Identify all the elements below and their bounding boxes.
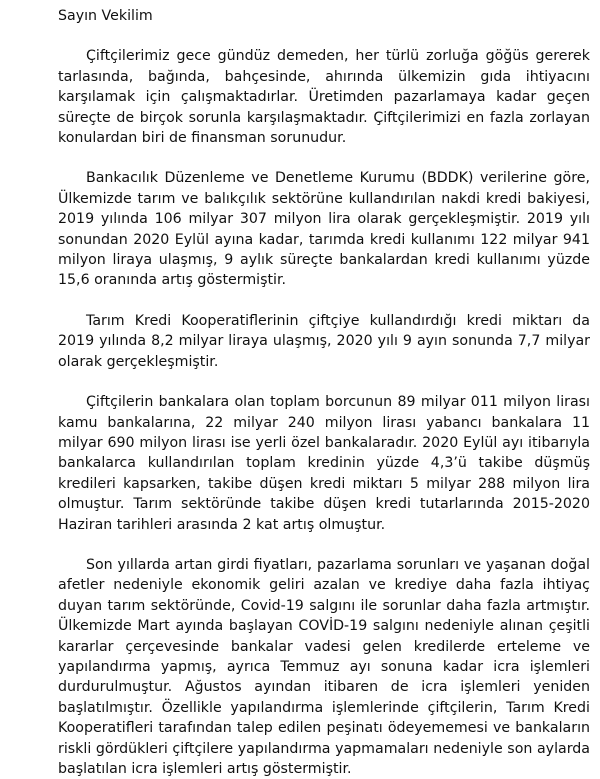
paragraph-farmer-debt: Çiftçilerin bankalara olan toplam borcunun 89 milyar 011 milyon lirası kamu bankalarına, 22 milyar 240 milyon lirası yabancı bankalara 11 milyar 690 milyon lirası ise yerli özel bankalaradır. 2020 Eylül ayı itibarıyla bankalarca kullandırılan toplam kredinin yüzde 4,3’ü takibe düşmüş kredileri kapsarken, takibe düşen kredi miktarı 5 milyar 288 milyon lira olmuştur. Tarım sektöründe takibe düşen kredi tutarlarında 2015-2020 Haziran tarihleri arasında 2 kat artış olmuştur. bbox=[58, 394, 590, 533]
paragraph-bddk-credit: Bankacılık Düzenleme ve Denetleme Kurumu (BDDK) verilerine göre, Ülkemizde tarım ve balıkçılık sektörüne kullandırılan nakdi kredi bakiyesi, 2019 yılında 106 milyar 307 milyon lira olarak gerçekleşmiştir. 2019 yılı sonundan 2020 Eylül ayına kadar, tarımda kredi kullanımı 122 milyar 941 milyon liraya ulaşmış, 9 aylık süreçte bankalardan kredi kullanımı yüzde 15,6 oranında artış göstermiştir. bbox=[58, 170, 590, 289]
paragraph-farmers-intro: Çiftçilerimiz gece gündüz demeden, her türlü zorluğa göğüs gererek tarlasında, bağında, bahçesinde, ahırında ülkemizin gıda ihtiyacını karşılamak için çalışmaktadırlar. Üretimden pazarlamaya kadar geçen süreçte de birçok sorunla karşılaşmaktadır. Çiftçilerimizi en fazla zorlayan konulardan biri de finansman sorunudur. bbox=[58, 48, 590, 147]
salutation: Sayın Vekilim bbox=[58, 8, 153, 24]
paragraph-cooperative-credit: Tarım Kredi Kooperatiflerinin çiftçiye kullandırdığı kredi miktarı da 2019 yılında 8,2 milyar liraya ulaşmış, 2020 yılı 9 ayın sonunda 7,7 milyar olarak gerçekleşmiştir. bbox=[58, 312, 590, 370]
paragraph-covid-impact: Son yıllarda artan girdi fiyatları, pazarlama sorunları ve yaşanan doğal afetler nedeniyle ekonomik geliri azalan ve krediye daha fazla ihtiyaç duyan tarım sektöründe, Covid-19 salgını ile sorunlar daha fazla artmıştır. Ülkemizde Mart ayında başlayan COVİD-19 salgını nedeniyle alınan çeşitli kararlar çerçevesinde bankalar vadesi gelen kredilerde erteleme ve yapılandırma yapmış, ayrıca Temmuz ayı sonuna kadar icra işlemleri durdurulmuştur. Ağustos ayından itibaren de icra işlemleri yeniden başlatılmıştır. Özellikle yapılandırma işlemlerinde çiftçilerin, Tarım Kredi Kooperatifleri tarafından talep edilen peşinatı ödeyememesi ve bankaların riskli gördükleri çiftçilere yapılandırma yapmamaları nedeniyle son aylarda başlatılan icra işlemleri artış göstermiştir. bbox=[58, 556, 590, 777]
